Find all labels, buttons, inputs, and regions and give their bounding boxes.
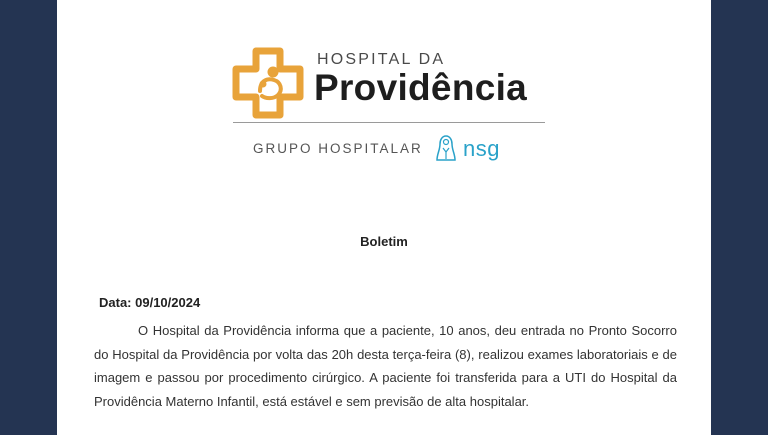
hospital-logo-icon — [232, 47, 304, 119]
hospital-prefix: HOSPITAL DA — [317, 51, 446, 68]
document-body: O Hospital da Providência informa que a paciente, 10 anos, deu entrada no Pronto Socorro do Hospital da Providência por volta das 20h desta terça-feira (8), realizou exames laboratoriais e de imagem e passou por procedimento cirúrgico. A paciente foi transferida para a UTI do Hospital da Providência Materno Infantil, está estável e sem previsão de alta hospitalar. — [94, 323, 677, 409]
document-page — [57, 0, 711, 435]
group-brand: nsg — [463, 136, 500, 161]
hospital-name: Providência — [314, 67, 528, 108]
group-label: GRUPO HOSPITALAR — [253, 141, 423, 156]
document-title: Boletim — [360, 234, 408, 249]
logo-divider — [233, 122, 545, 123]
hospital-logo — [232, 45, 552, 123]
document-date: Data: 09/10/2024 — [99, 295, 201, 310]
madonna-icon — [434, 134, 458, 162]
